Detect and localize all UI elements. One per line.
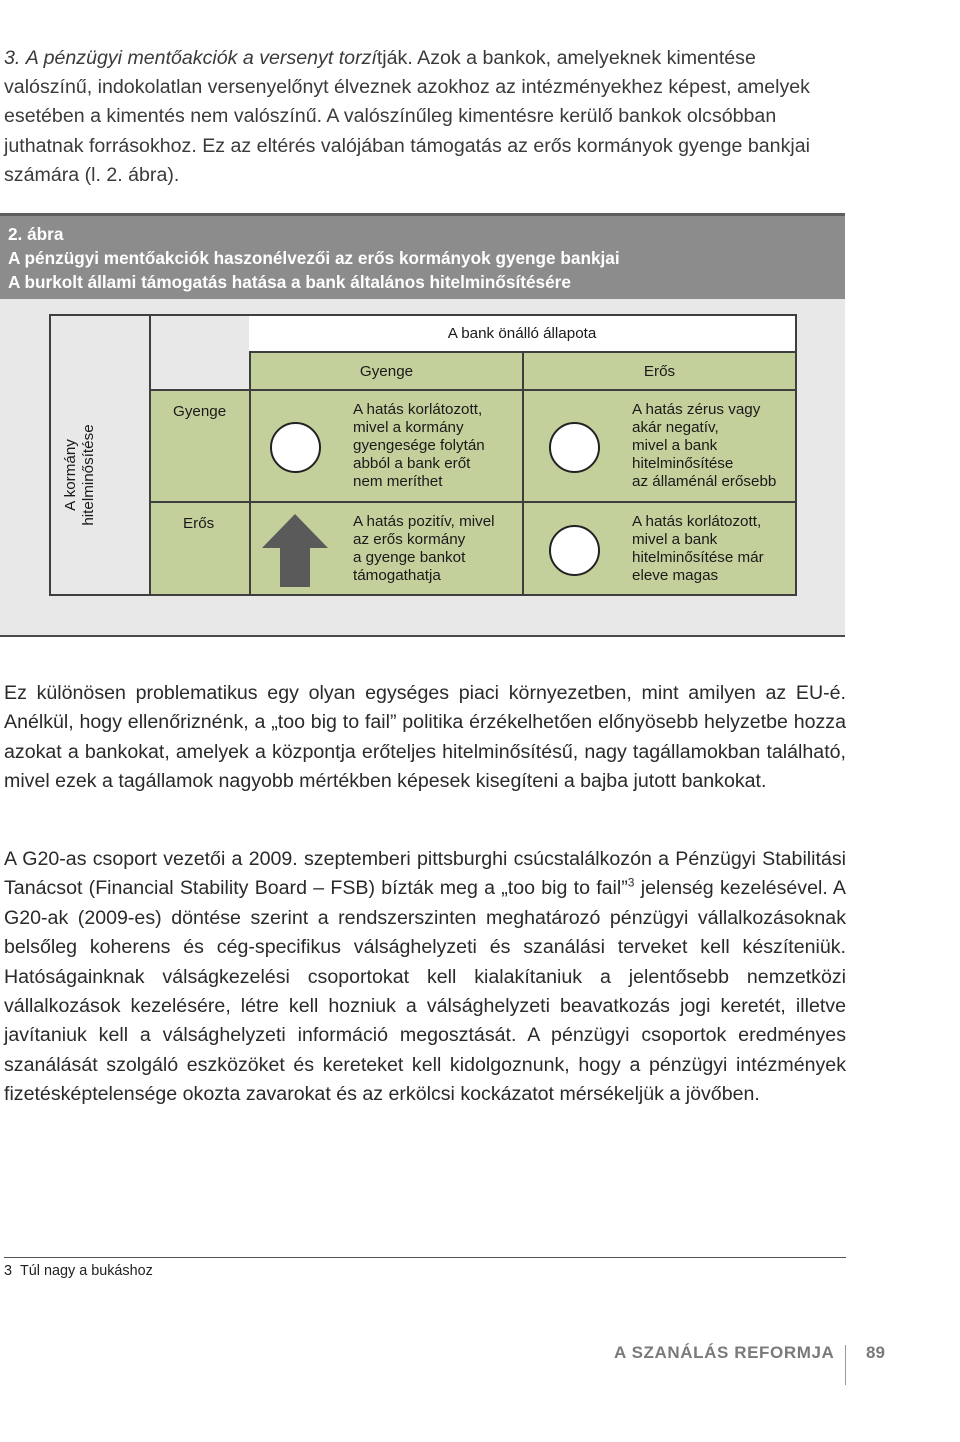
intro-paragraph (4, 44, 848, 190)
column-strong-label: Erős (643, 363, 676, 380)
page-number: 89 (866, 1343, 885, 1362)
figure-header (0, 213, 845, 299)
figure-title: A pénzügyi mentőakciók haszonélvezői az erős kormányok gyenge bankjai (8, 248, 620, 268)
cell-line: akár negatív, (632, 419, 719, 436)
cell-strong-gov-strong-bank (620, 501, 795, 594)
body-paragraph-1: Ez különösen problematikus egy olyan egységes piaci környezetben, mint amilyen az EU-é. Anélkül, hogy ellenőriznénk, a „too big to fail” politika érzékelhetően előnyösebb helyzetbe hozza azokat a bankokat, amelyek a központja erőteljes hitelminősítésű, nagy tagállamokban található, mivel ezek a tagállamok nagyobb mértékben képesek kisegíteni a bajba jutott bankokat. (4, 682, 846, 793)
cell-line: eleve magas (632, 567, 719, 584)
item-lead-tail: tják. (376, 47, 413, 69)
cell-line: az államénál erősebb (632, 473, 777, 490)
cell-line: A hatás korlátozott, (353, 401, 483, 418)
cell-weak-gov-strong-bank (620, 389, 795, 501)
figure-number: 2. ábra (8, 224, 64, 244)
up-arrow-icon (260, 512, 330, 589)
footer-divider (845, 1345, 846, 1385)
paragraph-2-end: jelenség kezelésével. A G20-ak (2009-es) döntése szerint a rendszerszinten meghatározó pénzügyi vállalkozásoknak belsőleg koherens és cég-specifikus válsághelyzeti és szanálási terveket kell készíteniük. Hatóságainknak válságkezelési csoportokat kell kialakítaniuk a jelentősebb nemzetközi vállalkozások kezelésére, létre kell hozniuk a válsághelyzeti beavatkozás jogi keretét, illetve javítaniuk kell a válsághelyzeti információ megosztását. A pénzügyi csoportok eredményes szanálását szolgáló eszközöket és kereteket kell kidolgoznunk, hogy a pénzügyi intézmények fizetésképtelensége okozta zavarokat és az erkölcsi kockázatot mérsékeljük a jövőben. (4, 877, 846, 1106)
row-group-label (62, 415, 98, 535)
row-weak-label: Gyenge (173, 403, 227, 420)
cell-line: hitelminősítése már (632, 549, 764, 566)
column-group-header (249, 316, 795, 351)
cell-line: mivel a bank (632, 437, 718, 454)
body-paragraph-2 (4, 845, 846, 1110)
cell-line: az erős kormány (353, 531, 466, 548)
figure-subtitle: A burkolt állami támogatás hatása a bank általános hitelminősítésére (8, 272, 571, 292)
footnote-number: 3 (4, 1263, 13, 1279)
row-group-label-line1: A kormány (62, 439, 79, 511)
circle-icon (549, 525, 600, 576)
cell-line: támogathatja (353, 567, 441, 584)
footnote-text: Túl nagy a bukáshoz (20, 1263, 153, 1279)
row-header-weak (151, 389, 249, 501)
cell-line: A hatás korlátozott, (632, 513, 762, 530)
item-lead: A pénzügyi mentőakciók a versenyt torzí (25, 47, 377, 69)
cell-line: hitelminősítése (632, 455, 734, 472)
circle-icon (270, 422, 321, 473)
footnote-rule (4, 1257, 846, 1258)
cell-line: gyengesége folytán (353, 437, 485, 454)
column-group-label: A bank önálló állapota (447, 325, 597, 342)
cell-line: a gyenge bankot (353, 549, 466, 566)
cell-strong-gov-weak-bank (341, 501, 522, 594)
cell-line: A hatás pozitív, mivel (353, 513, 495, 530)
column-header-weak (249, 351, 522, 389)
cell-line: A hatás zérus vagy (632, 401, 761, 418)
cell-line: mivel a bank (632, 531, 718, 548)
row-strong-label: Erős (183, 515, 215, 532)
row-group-label-line2: hitelminősítése (80, 424, 97, 526)
row-header-strong (151, 501, 249, 594)
item-body: Azok a bankok, amelyeknek kimentése valószínű, indokolatlan versenyelőnyt élveznek azokhoz az intézményekhez képest, amelyek esetében a kimentés nem valószínű. A valószínűleg kimentésre kerülő bankok olcsóbban juthatnak forrásokhoz. Ez az eltérés valójában támogatás az erős kormányok gyenge bankjai számára (l. 2. ábra). (4, 47, 810, 186)
circle-icon (549, 422, 600, 473)
column-header-strong (522, 351, 795, 389)
cell-line: mivel a kormány (353, 419, 464, 436)
running-title: A SZANÁLÁS REFORMJA (614, 1343, 835, 1362)
cell-line: nem meríthet (353, 473, 443, 490)
footnote-ref[interactable]: 3 (627, 875, 635, 890)
item-number: 3. (4, 47, 21, 69)
cell-weak-gov-weak-bank (341, 389, 522, 501)
column-weak-label: Gyenge (359, 363, 414, 380)
paragraph-2-start: A G20-as csoport vezetői a 2009. szeptemberi pittsburghi csúcstalálkozón a Pénzügyi Stabilitási Tanácsot (Financial Stability Board – FSB) bízták meg a „too big to fail” (4, 848, 846, 900)
footnote (4, 1262, 153, 1280)
cell-line: abból a bank erőt (353, 455, 471, 472)
